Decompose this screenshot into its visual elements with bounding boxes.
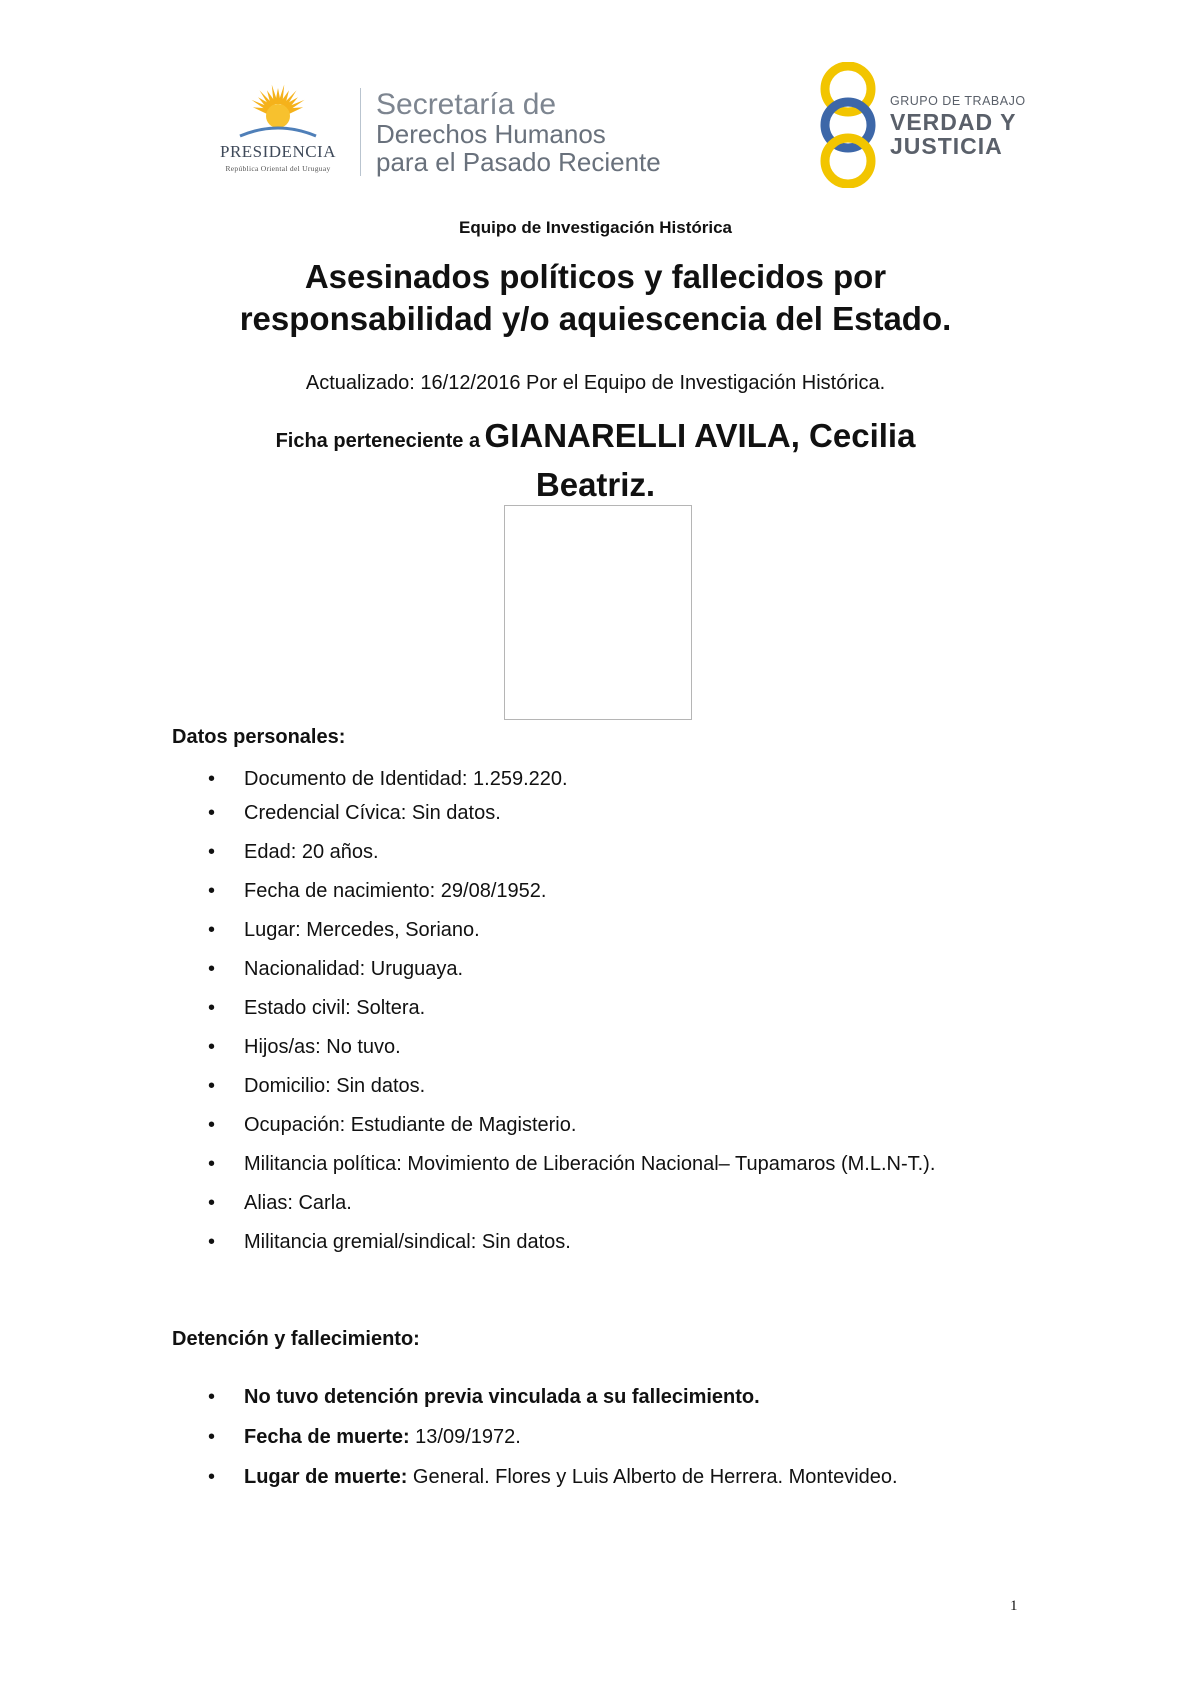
title-line-2: responsabilidad y/o aquiescencia del Estado. <box>239 300 952 337</box>
death-place-value: General. Flores y Luis Alberto de Herrera. Montevideo. <box>407 1466 898 1488</box>
updated-line: Actualizado: 16/12/2016 Por el Equipo de Investigación Histórica. <box>305 372 886 394</box>
death-place-label: Lugar de muerte: <box>244 1466 408 1488</box>
list-item: • No tuvo detención previa vinculada a su fallecimiento. <box>172 1384 1024 1410</box>
page-number: 1 <box>1010 1598 1018 1614</box>
photo-placeholder <box>504 505 692 720</box>
death-date-label: Fecha de muerte: <box>244 1426 410 1448</box>
personal-data-list <box>172 766 1024 1255</box>
secretaria-line3: para el Pasado Reciente <box>376 147 661 177</box>
team-heading: Equipo de Investigación Histórica <box>459 218 732 237</box>
detention-heading: Detención y fallecimiento: <box>172 1328 420 1350</box>
personal-data-heading: Datos personales: <box>172 726 346 748</box>
list-item: • Credencial Cívica: Sin datos. <box>208 802 501 824</box>
presidencia-logo <box>198 82 358 177</box>
secretaria-logo <box>376 90 661 176</box>
list-item: • Domicilio: Sin datos. <box>208 1075 426 1097</box>
list-item: • Fecha de nacimiento: 29/08/1952. <box>208 880 547 902</box>
list-item: • Estado civil: Soltera. <box>208 997 426 1019</box>
justicia-label: JUSTICIA <box>890 133 1003 159</box>
title-line-1: Asesinados políticos y fallecidos por <box>304 258 887 295</box>
secretaria-line2: Derechos Humanos <box>376 119 606 149</box>
sun-icon <box>238 82 318 140</box>
linked-rings-icon <box>812 62 884 188</box>
list-item: • Lugar: Mercedes, Soriano. <box>208 919 480 941</box>
list-item: • Alias: Carla. <box>208 1192 352 1214</box>
person-name-line2: Beatriz. <box>535 466 656 503</box>
no-detention-text: No tuvo detención previa vinculada a su fallecimiento. <box>244 1386 760 1408</box>
list-item: • Hijos/as: No tuvo. <box>208 1036 401 1058</box>
list-item: • Lugar de muerte: General. Flores y Luis Alberto de Herrera. Montevideo. <box>208 1466 898 1488</box>
presidencia-name: PRESIDENCIA <box>219 142 336 161</box>
header-divider <box>360 88 361 176</box>
person-name-line1: GIANARELLI AVILA, Cecilia <box>484 417 916 454</box>
verdad-label: VERDAD Y <box>890 109 1017 135</box>
ficha-prefix: Ficha perteneciente a <box>275 430 481 452</box>
list-item: • Ocupación: Estudiante de Magisterio. <box>208 1114 577 1136</box>
presidencia-subtitle: República Oriental del Uruguay <box>225 164 331 173</box>
detention-list <box>172 1384 1024 1490</box>
page-title <box>0 256 1191 340</box>
list-item: • Edad: 20 años. <box>208 841 379 863</box>
death-date-value: 13/09/1972. <box>409 1426 521 1448</box>
list-item: • Documento de Identidad: 1.259.220. <box>208 768 568 790</box>
verdad-justicia-logo <box>812 62 1026 188</box>
secretaria-line1: Secretaría de <box>376 88 557 121</box>
ficha-heading <box>0 415 1191 506</box>
list-item: • Fecha de muerte: 13/09/1972. <box>208 1426 521 1448</box>
list-item: • Militancia gremial/sindical: Sin datos. <box>208 1231 571 1253</box>
grupo-trabajo-label: GRUPO DE TRABAJO <box>890 94 1026 108</box>
list-item: • Nacionalidad: Uruguaya. <box>208 958 464 980</box>
list-item: • Militancia política: Movimiento de Liberación Nacional– Tupamaros (M.L.N-T.). <box>208 1153 936 1175</box>
verdad-justicia-label <box>890 110 1016 158</box>
